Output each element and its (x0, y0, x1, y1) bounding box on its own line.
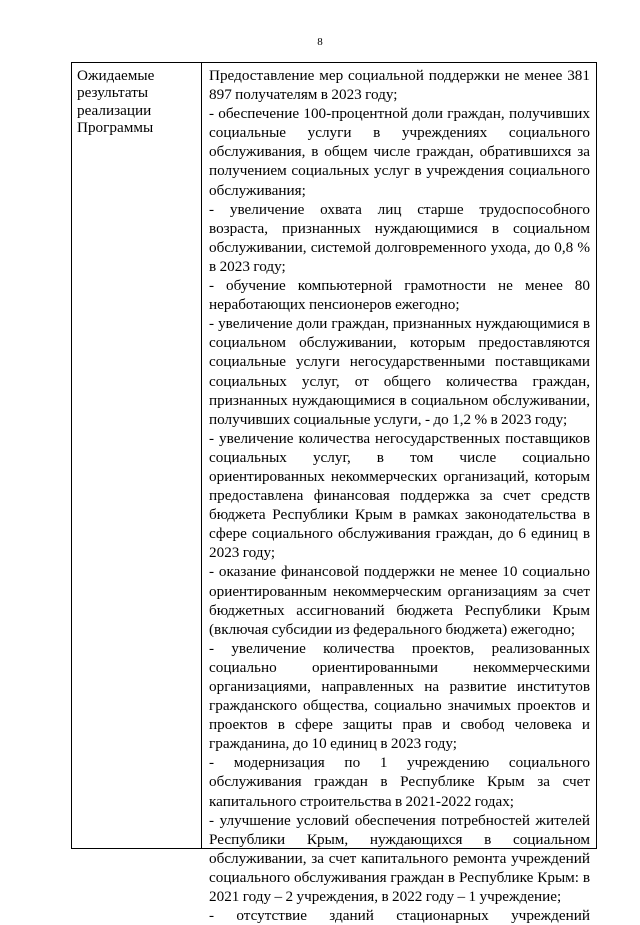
row-label: Ожидаемые результаты реализации Программы (77, 67, 155, 137)
result-item: - оказание финансовой поддержки не менее 10 социально ориентированным некоммерческим организациям за счет бюджетных ассигнований бюджета Республики Крым (включая субсидии из федерального бюджета) ежегодно; (209, 563, 590, 638)
result-item: - модернизация по 1 учреждению социального обслуживания граждан в Республике Крым за счет капитального строительства в 2021-2022 годах; (209, 754, 590, 810)
result-item: - увеличение количества проектов, реализованных социально ориентированными некоммерческими организациями, направленных на развитие институтов гражданского общества, социально значимых проектов и проектов в сфере защиты прав и свобод человека и гражданина, до 10 единиц в 2023 году; (209, 639, 590, 753)
result-item: - обеспечение 100-процентной доли граждан, получивших социальные услуги в учреждениях социального обслуживания, в общем числе граждан, обратившихся за получением социальных услуг в учреждения социального обслуживания; (209, 105, 590, 199)
result-item: - увеличение доли граждан, признанных нуждающимися в социальном обслуживании, которым предоставляются социальные услуги негосударственными поставщиками социальных услуг, от общего количества граждан, признанных нуждающимися в социальном обслуживании, получивших социальные услуги, - до 1,2 % в 2023 году; (209, 315, 590, 428)
result-item: - увеличение количества негосударственных поставщиков социальных услуг, в том числе социально ориентированных некоммерческих организаций, которым предоставлена финансовая поддержка за счет средств бюджета Республики Крым в рамках законодательства в сфере социального обслуживания граждан, до 6 единиц в 2023 году; (209, 429, 590, 562)
result-item: - улучшение условий обеспечения потребностей жителей Республики Крым, нуждающихся в социальном обслуживании, за счет капитального ремонта учреждений социального обслуживания граждан в Республике Крым: в 2021 году – 2 учреждения, в 2022 году – 1 учреждение; (209, 811, 590, 906)
program-results-table (71, 62, 597, 925)
result-item: - отсутствие зданий стационарных учреждений (209, 907, 590, 925)
result-item: - увеличение охвата лиц старше трудоспособного возраста, признанных нуждающимися в социальном обслуживании, системой долговременного ухода, до 0,8 % в 2023 году; (209, 200, 590, 275)
result-item: - обучение компьютерной грамотности не менее 80 неработающих пенсионеров ежегодно; (209, 277, 590, 314)
row-content-cell (202, 63, 596, 925)
row-label-cell (72, 63, 202, 848)
page-number: 8 (317, 36, 323, 48)
result-item: Предоставление мер социальной поддержки не менее 381 897 получателям в 2023 году; (209, 67, 590, 104)
